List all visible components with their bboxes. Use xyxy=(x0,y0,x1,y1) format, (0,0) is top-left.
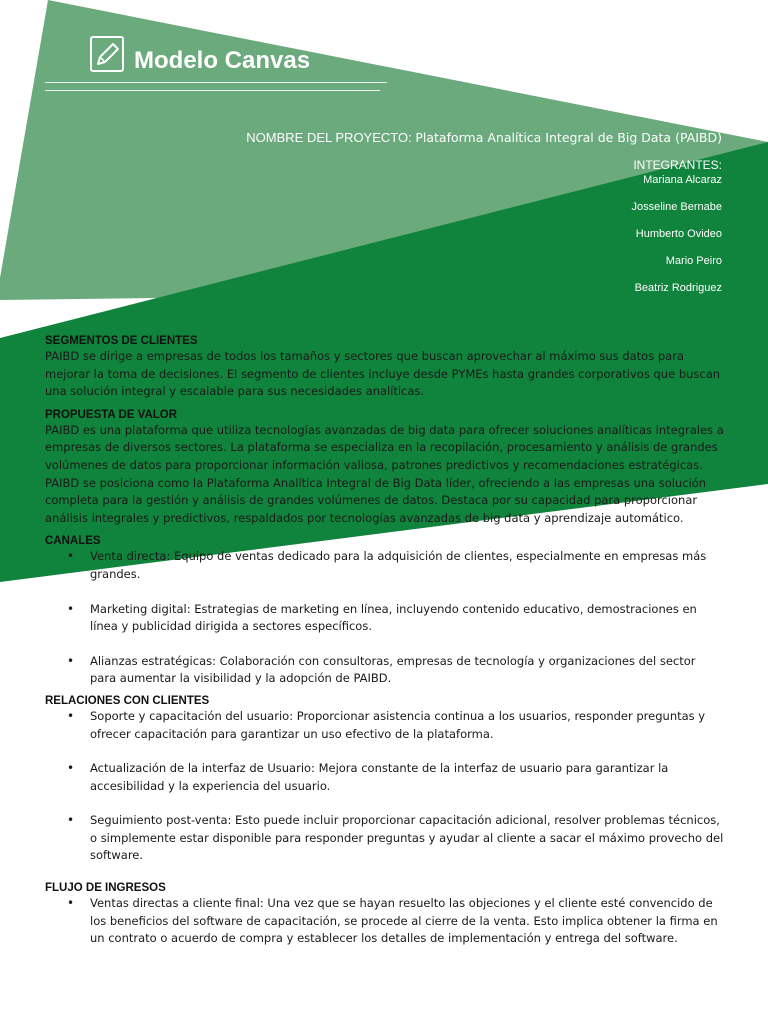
bullet-icon: • xyxy=(67,601,75,616)
list-item-text: Venta directa: Equipo de ventas dedicado para la adquisición de clientes, especialmente en empresas más grandes. xyxy=(90,549,707,581)
section-text: PAIBD se dirige a empresas de todos los tamaños y sectores que buscan aprovechar al máximo sus datos para mejorar la toma de decisiones. El segmento de clientes incluye desde PYMEs hasta grandes corporativos que buscan una solución integral y escalable para sus necesidades analíticas. xyxy=(45,349,721,399)
section-title: CANALES xyxy=(45,535,101,548)
team-list xyxy=(502,157,722,308)
list-item-text: Soporte y capacitación del usuario: Proporcionar asistencia continua a los usuarios, responder preguntas y ofrecer capacitación para garantizar un uso efectivo de la plataforma. xyxy=(90,708,706,741)
section-canales xyxy=(45,534,725,688)
bullet-icon: • xyxy=(67,653,75,668)
list-item-text: Seguimiento post-venta: Esto puede incluir proporcionar capacitación adicional, resolver problemas técnicos, o simplemente estar disponible para responder preguntas y ayudar al cliente a sacar el máximo provecho del software. xyxy=(90,813,724,863)
section-title: PROPUESTA DE VALOR xyxy=(45,408,178,421)
team-member: Beatriz Rodriguez xyxy=(634,282,722,294)
list-item-text: Marketing digital: Estrategias de marketing en línea, incluyendo contenido educativo, demostraciones en línea y publicidad dirigida a sectores específicos. xyxy=(90,601,697,634)
title-underline xyxy=(45,82,387,83)
list-item-text: Alianzas estratégicas: Colaboración con consultoras, empresas de tecnología y organizaciones del sector para aumentar la visibilidad y la adopción de PAIBD. xyxy=(90,653,696,686)
section-propuesta xyxy=(45,408,725,528)
list-item xyxy=(45,895,725,948)
bullet-icon: • xyxy=(67,761,75,776)
list-item xyxy=(45,653,725,688)
list-item xyxy=(45,601,725,636)
list-item xyxy=(45,708,725,743)
section-relaciones xyxy=(45,694,725,865)
section-flujo xyxy=(45,881,725,948)
canvas-content xyxy=(45,334,725,954)
section-title: RELACIONES CON CLIENTES xyxy=(45,694,210,707)
pencil-square-icon xyxy=(90,36,124,72)
list-item xyxy=(45,548,725,583)
section-text: PAIBD es una plataforma que utiliza tecnologías avanzadas de big data para ofrecer soluciones analíticas integrales a empresas de diversos sectores. La plataforma se especializa en la recopilación, procesamiento y análisis de grandes volúmenes de datos para proporcionar información valiosa, patrones predictivos y recomendaciones estratégicas. PAIBD se posiciona como la Plataforma Analítica Integral de Big Data líder, ofreciendo a las empresas una solución completa para la gestión y análisis de grandes volúmenes de datos. Destaca por su capacidad para proporcionar análisis integrales y predictivos, respaldados por tecnologías avanzadas de big data y aprendizaje automático. xyxy=(45,422,724,525)
section-segmentos xyxy=(45,334,725,401)
list-item xyxy=(45,812,725,865)
section-title: SEGMENTOS DE CLIENTES xyxy=(45,335,198,347)
title-underline-secondary xyxy=(45,90,380,91)
project-name xyxy=(246,130,722,145)
list-item-text: Ventas directas a cliente final: Una vez que se hayan resuelto las objeciones y el cliente esté convencido de los beneficios del software de capacitación, se procede al cierre de la venta. Esto implica obtener la firma en un contrato o acuerdo de compra y establecer los detalles de implementación y entrega del software. xyxy=(90,896,718,946)
team-label: INTEGRANTES: xyxy=(633,158,722,172)
bullet-icon: • xyxy=(67,813,75,828)
list-item xyxy=(45,760,725,795)
project-label: NOMBRE DEL PROYECTO: xyxy=(246,130,412,145)
team-member: Mariana Alcaraz xyxy=(643,174,722,186)
bullet-icon: • xyxy=(67,708,75,723)
project-value: Plataforma Analítica Integral de Big Data (PAIBD) xyxy=(415,130,722,145)
team-member: Mario Peiro xyxy=(665,255,722,267)
bullet-icon: • xyxy=(67,896,75,911)
team-member: Josseline Bernabe xyxy=(631,201,722,213)
list-item-text: Actualización de la interfaz de Usuario: Mejora constante de la interfaz de usuario para garantizar la accesibilidad y la experiencia del usuario. xyxy=(90,761,669,793)
team-member: Humberto Ovideo xyxy=(635,228,722,240)
page-title: Modelo Canvas xyxy=(134,47,311,74)
section-title: FLUJO DE INGRESOS xyxy=(45,882,166,895)
bullet-icon: • xyxy=(67,549,75,564)
